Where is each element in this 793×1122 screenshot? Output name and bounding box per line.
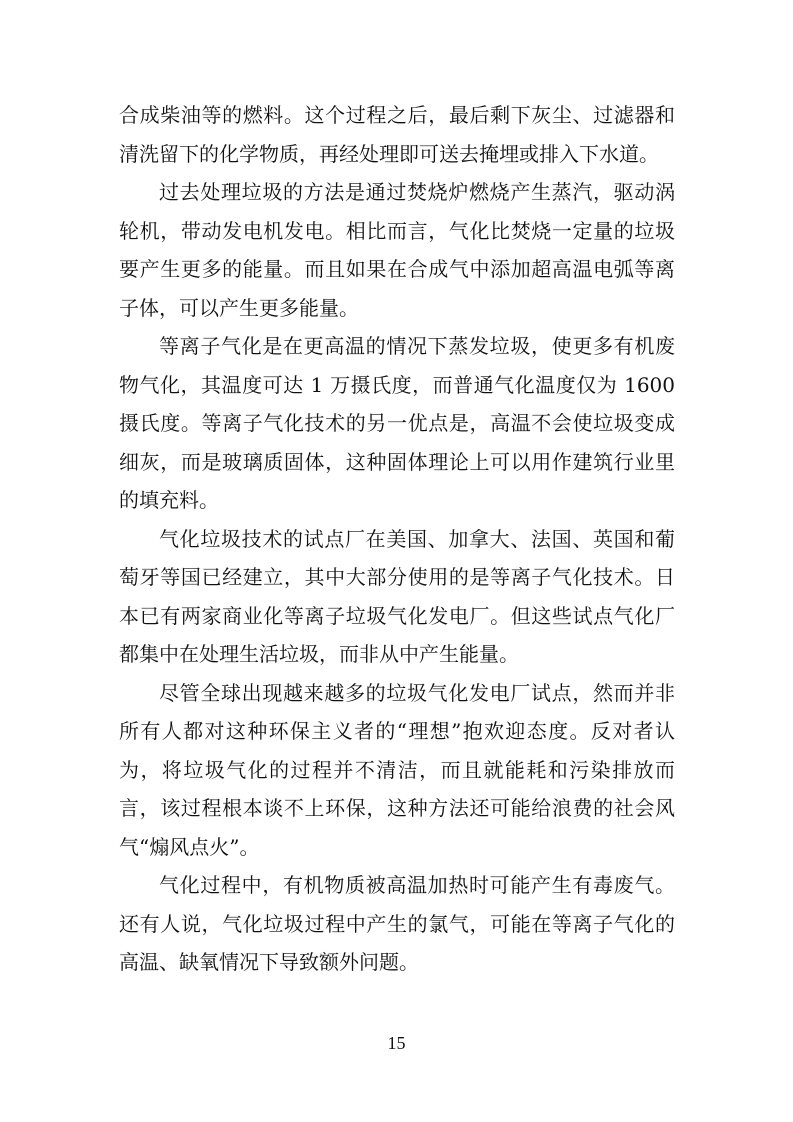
page-number: 15 [387,1033,406,1053]
paragraph-toxic-gases: 气化过程中，有机物质被高温加热时可能产生有毒废气。还有人说，气化垃圾过程中产生的氯气，可能在等离子气化的高温、缺氧情况下导致额外问题。 [119,873,675,974]
paragraph-continuation: 合成柴油等的燃料。这个过程之后，最后剩下灰尘、过滤器和清洗留下的化学物质，再经处理即可送去掩埋或排入下水道。 [119,103,675,166]
paragraph-pilot-plants: 气化垃圾技术的试点厂在美国、加拿大、法国、英国和葡萄牙等国已经建立，其中大部分使用的是等离子气化技术。日本已有两家商业化等离子垃圾气化发电厂。但这些试点气化厂都集中在处理生活垃圾，而非从中产生能量。 [119,526,675,666]
body-text [119,96,675,982]
paragraph-incineration: 过去处理垃圾的方法是通过焚烧炉燃烧产生蒸汽，驱动涡轮机，带动发电机发电。相比而言，气化比焚烧一定量的垃圾要产生更多的能量。而且如果在合成气中添加超高温电弧等离子体，可以产生更多能量。 [119,180,675,320]
paragraph-opponents: 尽管全球出现越来越多的垃圾气化发电厂试点，然而并非所有人都对这种环保主义者的“理想”抱欢迎态度。反对者认为，将垃圾气化的过程并不清洁，而且就能耗和污染排放而言，该过程根本谈不上环保，这种方法还可能给浪费的社会风气“煽风点火”。 [119,680,675,859]
paragraph-plasma-gasification: 等离子气化是在更高温的情况下蒸发垃圾，使更多有机废物气化，其温度可达 1 万摄氏度，而普通气化温度仅为 1600 摄氏度。等离子气化技术的另一优点是，高温不会使垃圾变成细灰，而是玻璃质固体，这种固体理论上可以用作建筑行业里的填充料。 [119,334,675,512]
